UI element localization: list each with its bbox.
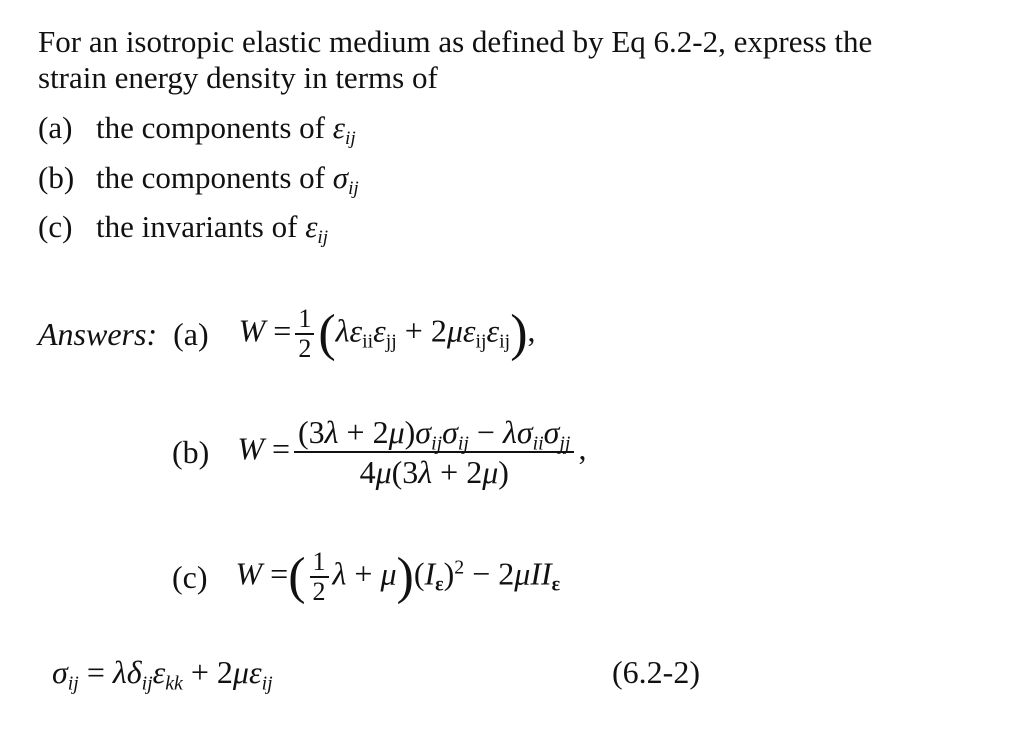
answer-b xyxy=(172,413,586,491)
formula-a: W = $\frac{1}{2}$ $(\lambda\varepsilon_{ii}\varepsilon_{jj} + 2\mu\varepsilon_{ij}\varepsilon_{ij})$, xyxy=(238,304,536,363)
intro-line-2 xyxy=(38,60,438,96)
sigma-ij-symbol: $\sigma_{ij}$ xyxy=(332,160,359,200)
intro-line-1 xyxy=(38,24,872,60)
equation-number xyxy=(612,652,700,692)
equation-number-text: (6.2-2) xyxy=(612,654,700,690)
list-item-b xyxy=(38,160,359,200)
formula-b: W = $\frac{(3\lambda + 2\mu)\sigma_{ij}\sigma_{ij} - \lambda\sigma_{ii}\sigma_{jj}}{4\mu(3\lambda + 2\mu)}$ , xyxy=(237,414,587,490)
epsilon-ij-symbol-2: $\varepsilon_{ij}$ xyxy=(305,209,329,249)
answer-c xyxy=(172,548,560,606)
answer-b-label: (b) xyxy=(172,434,210,470)
item-a-label: (a) xyxy=(38,110,73,145)
list-item-c xyxy=(38,209,329,249)
answer-a xyxy=(38,305,536,363)
answer-a-label: (a) xyxy=(173,316,209,352)
item-b-text: the components of xyxy=(96,160,333,195)
item-a-text: the components of xyxy=(96,110,333,145)
list-item-a xyxy=(38,110,356,150)
intro-text-1: For an isotropic elastic medium as defined by Eq 6.2-2, express the xyxy=(38,24,873,59)
reference-equation xyxy=(52,652,273,695)
answers-heading: Answers: xyxy=(38,316,158,352)
item-c-text: the invariants of xyxy=(96,209,306,244)
item-b-label: (b) xyxy=(38,160,75,195)
epsilon-ij-symbol: $\varepsilon_{ij}$ xyxy=(332,110,356,150)
answer-c-label: (c) xyxy=(172,559,208,595)
formula-c: W =( $\frac{1}{2}$ $\lambda + \mu)(I_\varepsilon)^2 - 2\mu II_\varepsilon$ xyxy=(235,547,561,606)
item-c-label: (c) xyxy=(38,209,73,244)
intro-text-2: strain energy density in terms of xyxy=(38,60,438,95)
formula-6-2-2: $\sigma_{ij} = \lambda\delta_{ij}\varepsilon_{kk} + 2\mu\varepsilon_{ij}$ xyxy=(52,654,273,695)
